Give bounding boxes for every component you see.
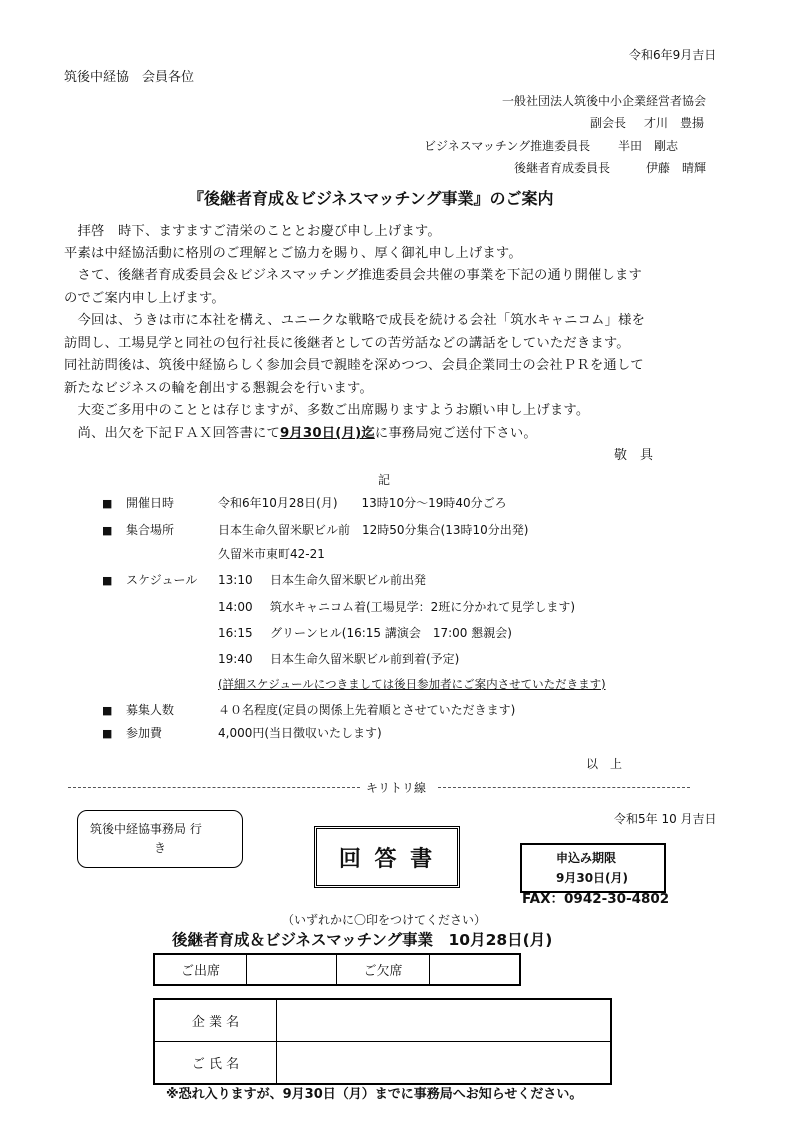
body-line: 訪問し、工場見学と同社の包行社長に後継者としての苦労話などの講話をしていただきます。 xyxy=(64,336,630,351)
document-title: 『後継者育成＆ビジネスマッチング事業』のご案内 xyxy=(188,189,554,208)
absent-option[interactable] xyxy=(336,953,430,986)
recipient: 筑後中経協 会員各位 xyxy=(64,70,195,85)
body-line: 新たなビジネスの輪を創出する懇親会を行います。 xyxy=(64,381,373,396)
company-field[interactable] xyxy=(276,998,612,1042)
capacity-value: ４０名程度(定員の関係上先着順とさせていただきます) xyxy=(218,703,516,717)
body-line: さて、後継者育成委員会＆ビジネスマッチング推進委員会共催の事業を下記の通り開催します xyxy=(64,268,642,283)
deadline-date: 9月30日(月)迄 xyxy=(279,426,375,441)
attend-mark-cell[interactable] xyxy=(246,953,337,986)
reply-heading: 回 答 書 xyxy=(338,846,436,872)
name-field[interactable] xyxy=(276,1041,612,1085)
schedule-desc: グリーンヒル(16:15 講演会 17:00 懇親会) xyxy=(270,626,512,640)
cut-line-label: キリトリ線 xyxy=(366,781,427,795)
reply-event-title: 後継者育成＆ビジネスマッチング事業 10月28日(月) xyxy=(172,931,553,949)
company-label-cell xyxy=(153,998,277,1042)
reply-instruction: （いずれかに〇印をつけてください） xyxy=(282,913,487,927)
absent-label: ご欠席 xyxy=(363,964,403,979)
schedule-time: 16:15 xyxy=(218,626,253,640)
absent-mark-cell[interactable] xyxy=(429,953,521,986)
recipient-box-line: き xyxy=(154,841,167,855)
name-label: ご 氏 名 xyxy=(191,1057,240,1072)
schedule-time: 14:00 xyxy=(218,600,253,614)
signer-name: 半田 剛志 xyxy=(618,139,679,153)
name-label-cell xyxy=(153,1041,277,1085)
signer-name: 才川 豊揚 xyxy=(644,116,705,130)
recipient-box xyxy=(77,810,243,868)
fee-label: 参加費 xyxy=(126,726,163,740)
date-label: 開催日時 xyxy=(126,496,175,510)
place-address: 久留米市東町42-21 xyxy=(218,547,325,561)
closing-keigu: 敬 具 xyxy=(614,448,654,463)
body-line: 平素は中経協活動に格別のご理解とご協力を賜り、厚く御礼申し上げます。 xyxy=(64,246,522,261)
ijou-marker: 以 上 xyxy=(586,757,623,771)
bullet-icon: ■ xyxy=(102,704,113,717)
signer-title: 副会長 xyxy=(590,116,627,130)
deadline-label: 申込み期限 xyxy=(556,851,617,865)
schedule-label: スケジュール xyxy=(126,573,198,587)
attend-option[interactable] xyxy=(153,953,247,986)
schedule-time: 19:40 xyxy=(218,652,253,666)
schedule-time: 13:10 xyxy=(218,573,253,587)
place-label: 集合場所 xyxy=(126,523,175,537)
cut-line-left xyxy=(68,787,360,788)
cut-line-right xyxy=(438,787,690,788)
reply-date: 令和5年 10 月吉日 xyxy=(614,812,717,826)
body-line: 拝啓 時下、ますますご清栄のこととお慶び申し上げます。 xyxy=(64,224,441,239)
bullet-icon: ■ xyxy=(102,727,113,740)
deadline-box xyxy=(520,843,666,893)
reply-footer-note: ※恐れ入りますが、9月30日（月）までに事務局へお知らせください。 xyxy=(166,1087,583,1102)
bullet-icon: ■ xyxy=(102,497,113,510)
body-line: のでご案内申し上げます。 xyxy=(64,291,225,306)
attend-label: ご出席 xyxy=(180,964,220,979)
organization-name: 一般社団法人筑後中小企業経営者協会 xyxy=(502,94,707,108)
company-label: 企 業 名 xyxy=(191,1015,240,1030)
bullet-icon: ■ xyxy=(102,574,113,587)
signer-title: ビジネスマッチング推進委員長 xyxy=(424,139,591,153)
body-line: 大変ご多用中のこととは存じますが、多数ご出席賜りますようお願い申し上げます。 xyxy=(64,403,590,418)
schedule-note: (詳細スケジュールにつきましては後日参加者にご案内させていただきます) xyxy=(218,677,606,691)
deadline-value: 9月30日(月) xyxy=(556,871,629,885)
ki-marker: 記 xyxy=(378,473,391,487)
date-value: 令和6年10月28日(月) 13時10分～19時40分ごろ xyxy=(218,496,507,510)
deadline-post: に事務局宛ご送付下さい。 xyxy=(374,426,537,441)
schedule-desc: 日本生命久留米駅ビル前到着(予定) xyxy=(270,652,460,666)
reply-heading-box xyxy=(314,826,460,888)
deadline-line xyxy=(64,426,537,442)
signer-name: 伊藤 晴輝 xyxy=(646,161,707,175)
fax-number: FAX：0942-30-4802 xyxy=(522,891,670,907)
signer-title: 後継者育成委員長 xyxy=(514,161,611,175)
body-line: 同社訪問後は、筑後中経協らしく参加会員で親睦を深めつつ、会員企業同士の会社ＰＲを通して xyxy=(64,358,644,373)
capacity-label: 募集人数 xyxy=(126,703,175,717)
schedule-desc: 筑水キャニコム着(工場見学：2班に分かれて見学します) xyxy=(270,600,576,614)
place-value: 日本生命久留米駅ビル前 12時50分集合(13時10分出発) xyxy=(218,523,529,537)
schedule-desc: 日本生命久留米駅ビル前出発 xyxy=(270,573,427,587)
deadline-pre: 尚、出欠を下記ＦＡＸ回答書にて xyxy=(64,426,280,441)
issue-date: 令和6年9月吉日 xyxy=(629,48,717,62)
recipient-box-line: 筑後中経協事務局 行 xyxy=(90,822,202,836)
body-line: 今回は、うきは市に本社を構え、ユニークな戦略で成長を続ける会社「筑水キャニコム」様を xyxy=(64,313,646,328)
fee-value: 4,000円(当日徴収いたします) xyxy=(218,726,382,740)
bullet-icon: ■ xyxy=(102,524,113,537)
